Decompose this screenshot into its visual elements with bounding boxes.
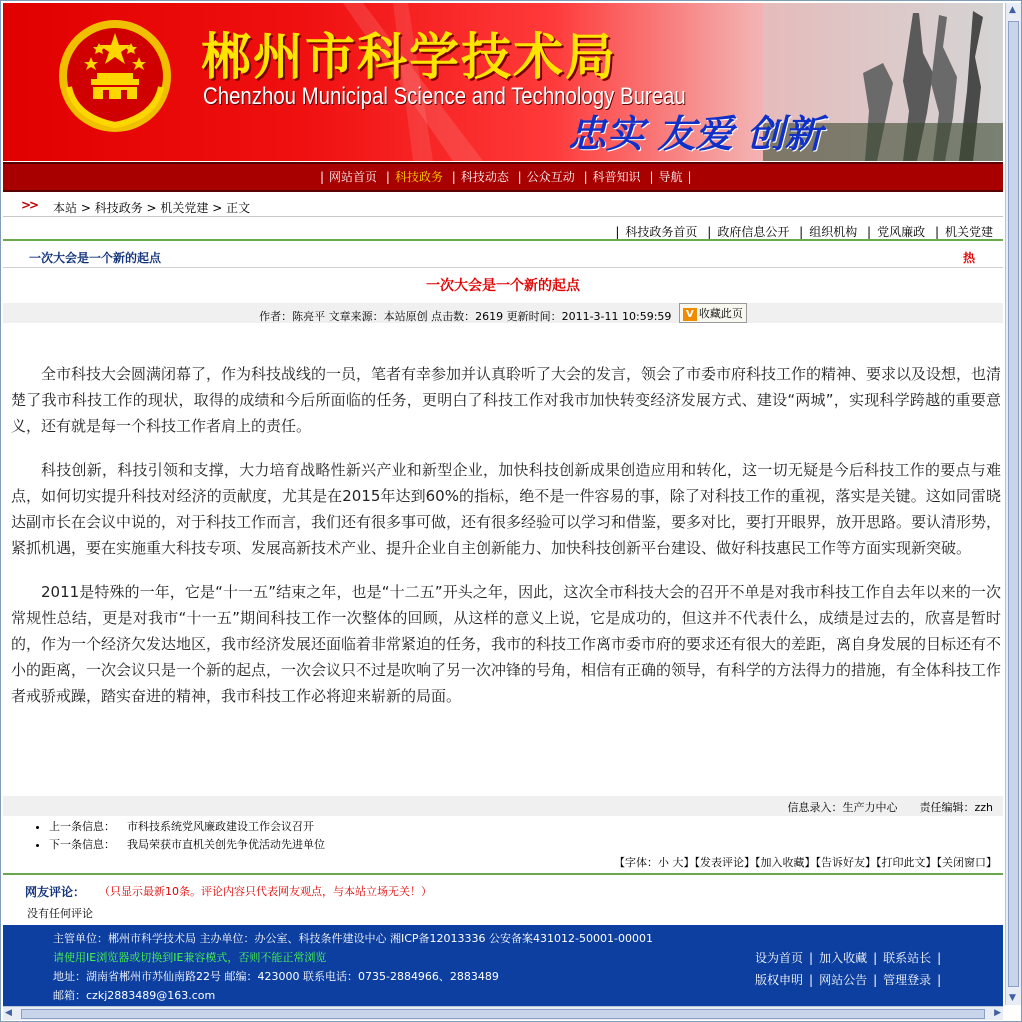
scroll-right-icon[interactable]: ▶ [994,1008,1001,1018]
favorite-icon: V [683,308,697,321]
nav-item-guide[interactable]: | 导航 | [649,170,692,184]
footer-line-email: 邮箱：czkj2883489@163.com [53,989,216,1002]
site-banner [3,3,1003,161]
banner-subtitle-en: Chenzhou Municipal Science and Technology Bureau [203,83,686,110]
subnav-item-integrity[interactable]: 党风廉政 [877,225,926,239]
footer-link-contact[interactable]: 联系站长 [883,951,932,965]
footer-link-copyright[interactable]: 版权申明 [755,973,804,987]
breadcrumb: >> 本站 > 科技政务 > 机关党建 > 正文 [3,195,1003,217]
prev-article: • 上一条信息： 市科技系统党风廉政建设工作会议召开 [49,818,325,836]
article-meta [3,303,1003,323]
hot-badge: 热 [963,251,976,265]
horizontal-scroll-thumb[interactable] [21,1009,985,1019]
footer-link-notice[interactable]: 网站公告 [819,973,868,987]
vertical-scrollbar[interactable] [1005,3,1021,1005]
banner-title: 郴州市科学技术局 [201,27,617,86]
scroll-down-icon[interactable]: ▼ [1009,993,1016,1003]
next-article: • 下一条信息： 我局荣获市直机关创先争优活动先进单位 [49,836,325,854]
main-nav [3,162,1003,192]
footer-link-login[interactable]: 管理登录 [883,973,932,987]
footer-line-browser-notice: 请使用IE浏览器或切换到IE兼容模式，否则不能正常浏览 [53,951,327,964]
double-chevron-right-icon: >> [21,198,38,212]
vertical-scroll-thumb[interactable] [1008,21,1019,987]
article-body [11,361,1001,727]
nav-item-interaction[interactable]: | 公众互动 [517,170,575,184]
article-tools[interactable]: 【字体：小 大】【发表评论】【加入收藏】【告诉好友】【打印此文】【关闭窗口】 [614,856,997,869]
subnav-item-party[interactable]: 机关党建 [944,225,993,239]
footer-line-address: 地址：湖南省郴州市苏仙南路22号 邮编：423000 联系电话：0735-2884966、2883489 [53,970,499,983]
nav-item-home[interactable]: | 网站首页 [320,170,378,184]
article-title: 一次大会是一个新的起点 [426,278,580,294]
comments-heading: 网友评论： [25,885,86,899]
banner-slogan: 忠实 友爱 创新 [568,112,823,156]
comments-note: （只显示最新10条。评论内容只代表网友观点，与本站立场无关！） [99,885,432,898]
article-header-bar [3,244,1003,268]
article-paragraph: 全市科技大会圆满闭幕了，作为科技战线的一员，笔者有幸参加并认真聆听了大会的发言，领会了市委市府科技工作的精神、要求以及设想，也清楚了我市科技工作的现状，取得的成绩和今后所面临的任务，更明白了科技工作对我市加快转变经济发展方式、建设“两城”，实现科学跨越的重要意义，还有就是每一个科技工作者肩上的责任。 [11,365,1002,435]
subnav-item-gov-home[interactable]: 科技政务首页 [625,225,698,239]
scroll-left-icon[interactable]: ◀ [5,1008,12,1018]
nav-item-science[interactable]: | 科普知识 [583,170,641,184]
footer-link-set-home[interactable]: 设为首页 [755,951,804,965]
site-footer: 主管单位：郴州市科学技术局 主办单位：办公室、科技条件建设中心 湘ICP备12013336 公安备案431012-50001-00001 请使用IE浏览器或切换到IE兼容模式，否则不能正常浏览 地址：湖南省郴州市苏仙南路22号 邮编：423000 联系电话：0735-2884966、2883489 邮箱：czkj2883489@163.com 设为首页 | 加入收藏 | 联系站长 | 版权申明 | 网站公告 | 管理登录 | [3,925,1003,1007]
prev-article-link[interactable]: 市科技系统党风廉政建设工作会议召开 [127,820,314,833]
breadcrumb-item-party[interactable]: 机关党建 [160,201,209,215]
article-header-title: 一次大会是一个新的起点 [29,251,162,265]
comments-empty: 没有任何评论 [27,907,93,920]
comments-section [3,873,1003,923]
editor-info: 信息录入：生产力中心 责任编辑：zzh [787,801,993,814]
breadcrumb-item-current: 正文 [226,201,251,215]
national-emblem-icon [55,17,175,135]
article-meta-text: 作者：陈亮平 文章来源：本站原创 点击数：2619 更新时间：2011-3-11 10:59:59 [259,310,672,323]
next-article-link[interactable]: 我局荣获市直机关创先争优活动先进单位 [127,838,325,851]
article-info-bar [3,796,1003,816]
nav-item-gov[interactable]: | 科技政务 [385,170,443,184]
article-paragraph: 科技创新，科技引领和支撑，大力培育战略性新兴产业和新型企业，加快科技创新成果创造应用和转化，这一切无疑是今后科技工作的要点与难点，如何切实提升科技对经济的贡献度，尤其是在2015年达到60%的指标，绝不是一件容易的事，除了对科技工作的重视，落实是关键。这如同雷晓达副市长在会议中说的，对于科技工作而言，我们还有很多事可做，还有很多经验可以学习和借鉴，要多对比，要打开眼界，放开思路。要认清形势，紧抓机遇，要在实施重大科技专项、发展高新技术产业、提升企业自主创新能力、加快科技创新平台建设、做好科技惠民工作等方面实现新突破。 [11,461,1002,557]
footer-line-sponsor: 主管单位：郴州市科学技术局 主办单位：办公室、科技条件建设中心 湘ICP备12013336 公安备案431012-50001-00001 [53,932,653,945]
sub-nav: | 科技政务首页 | 政府信息公开 | 组织机构 | 党风廉政 | 机关党建 [3,219,1003,241]
breadcrumb-item-gov[interactable]: 科技政务 [94,201,143,215]
breadcrumb-item-home[interactable]: 本站 [53,201,78,215]
scroll-up-icon[interactable]: ▲ [1009,5,1016,15]
horizontal-scrollbar[interactable] [3,1006,1003,1020]
subnav-item-organization[interactable]: 组织机构 [809,225,858,239]
article-paragraph: 2011是特殊的一年，它是“十一五”结束之年，也是“十二五”开头之年，因此，这次全市科技大会的召开不单是对我市科技工作自去年以来的一次常规性总结，更是对我市“十一五”期间科技工作一次整体的回顾，从这样的意义上说，它是成功的，但这并不代表什么，成绩是过去的，欣喜是暂时的，作为一个经济欠发达地区，我市经济发展还面临着非常紧迫的任务，我市的科技工作离市委市府的要求还有很大的差距，离自身发展的目标还有不小的距离，一次会议只是一个新的起点，一次会议只不过是吹响了另一次冲锋的号角，相信有正确的领导，有科学的方法得力的措施，有全体科技工作者戒骄戒躁，踏实奋进的精神，我市科技工作必将迎来崭新的局面。 [11,583,1002,705]
favorite-page-button[interactable]: V 收藏此页 [679,303,747,323]
footer-link-add-favorite[interactable]: 加入收藏 [819,951,868,965]
nav-item-news[interactable]: | 科技动态 [451,170,509,184]
prev-next-list [35,818,325,854]
subnav-item-info-public[interactable]: 政府信息公开 [717,225,790,239]
